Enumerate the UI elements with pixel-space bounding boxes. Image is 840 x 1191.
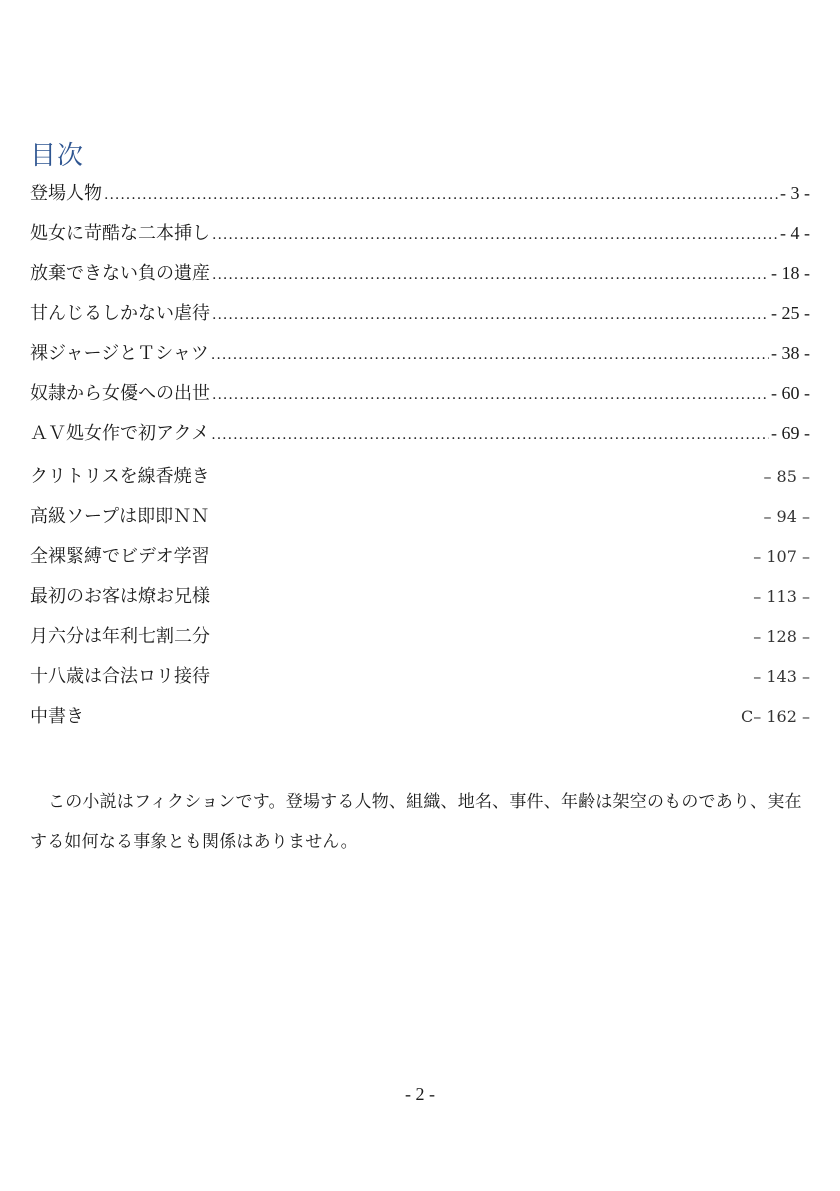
toc-entry-page: – 128 – [753, 627, 810, 646]
toc-entry[interactable] [30, 173, 810, 213]
toc-entry-page: - 4 - [780, 223, 810, 243]
toc-entry[interactable] [30, 657, 810, 697]
toc-dot-leader [212, 255, 769, 295]
toc-entry-page: – 107 – [753, 547, 810, 566]
toc-entry[interactable] [30, 497, 810, 537]
toc-entry-title: 放棄できない負の遺産 [30, 263, 210, 284]
page-number: - 2 - [405, 1084, 435, 1104]
toc-entry[interactable] [30, 293, 810, 333]
toc-entry-title: 高級ソープは即即ＮＮ [30, 506, 210, 527]
toc-entry[interactable] [30, 373, 810, 413]
table-of-contents [30, 173, 810, 737]
toc-entry-page: - 69 - [771, 423, 810, 443]
toc-entry[interactable] [30, 537, 810, 577]
toc-entry-title: クリトリスを線香焼き [30, 466, 210, 487]
toc-entry-page: - 25 - [771, 303, 810, 323]
toc-dot-leader [212, 295, 769, 335]
toc-entry-page: - 18 - [771, 263, 810, 283]
toc-dot-leader [212, 375, 769, 415]
toc-entry-title: 月六分は年利七割二分 [30, 626, 210, 647]
toc-entry-title: ＡＶ処女作で初アクメ [30, 423, 210, 444]
toc-entry-title: 最初のお客は燎お兄様 [30, 586, 210, 607]
toc-entry[interactable] [30, 413, 810, 453]
toc-dot-leader [211, 415, 769, 455]
toc-entry[interactable] [30, 697, 810, 737]
toc-entry-page: – 94 – [763, 507, 810, 526]
toc-dot-leader [104, 175, 778, 215]
fiction-disclaimer: この小説はフィクションです。登場する人物、組織、地名、事件、年齢は架空のものであり、実在する如何なる事象とも関係はありません。 [30, 792, 802, 852]
toc-entry[interactable] [30, 577, 810, 617]
toc-dot-leader [211, 335, 769, 375]
toc-entry-page: – 85 – [763, 467, 810, 486]
toc-entry-title: 中書き [30, 706, 84, 727]
toc-entry-title: 全裸緊縛でビデオ学習 [30, 546, 210, 567]
toc-entry[interactable] [30, 213, 810, 253]
toc-entry-page: – 143 – [753, 667, 810, 686]
toc-entry-title: 裸ジャージとＴシャツ [30, 343, 209, 364]
toc-entry[interactable] [30, 253, 810, 293]
toc-entry[interactable] [30, 333, 810, 373]
toc-heading: 目次 [30, 141, 85, 171]
toc-entry-page: – 113 – [753, 587, 810, 606]
toc-entry[interactable] [30, 617, 810, 657]
toc-dot-leader [212, 215, 778, 255]
toc-entry-title: 十八歳は合法ロリ接待 [30, 666, 210, 687]
toc-entry-title: 奴隷から女優への出世 [30, 383, 210, 404]
toc-entry-page: - 3 - [780, 183, 810, 203]
toc-entry-page: C– 162 – [741, 707, 810, 726]
toc-entry-title: 甘んじるしかない虐待 [30, 303, 210, 324]
toc-entry-title: 登場人物 [30, 183, 102, 204]
toc-entry[interactable] [30, 457, 810, 497]
toc-entry-page: - 60 - [771, 383, 810, 403]
toc-entry-page: - 38 - [771, 343, 810, 363]
toc-entry-title: 処女に苛酷な二本挿し [30, 223, 210, 244]
